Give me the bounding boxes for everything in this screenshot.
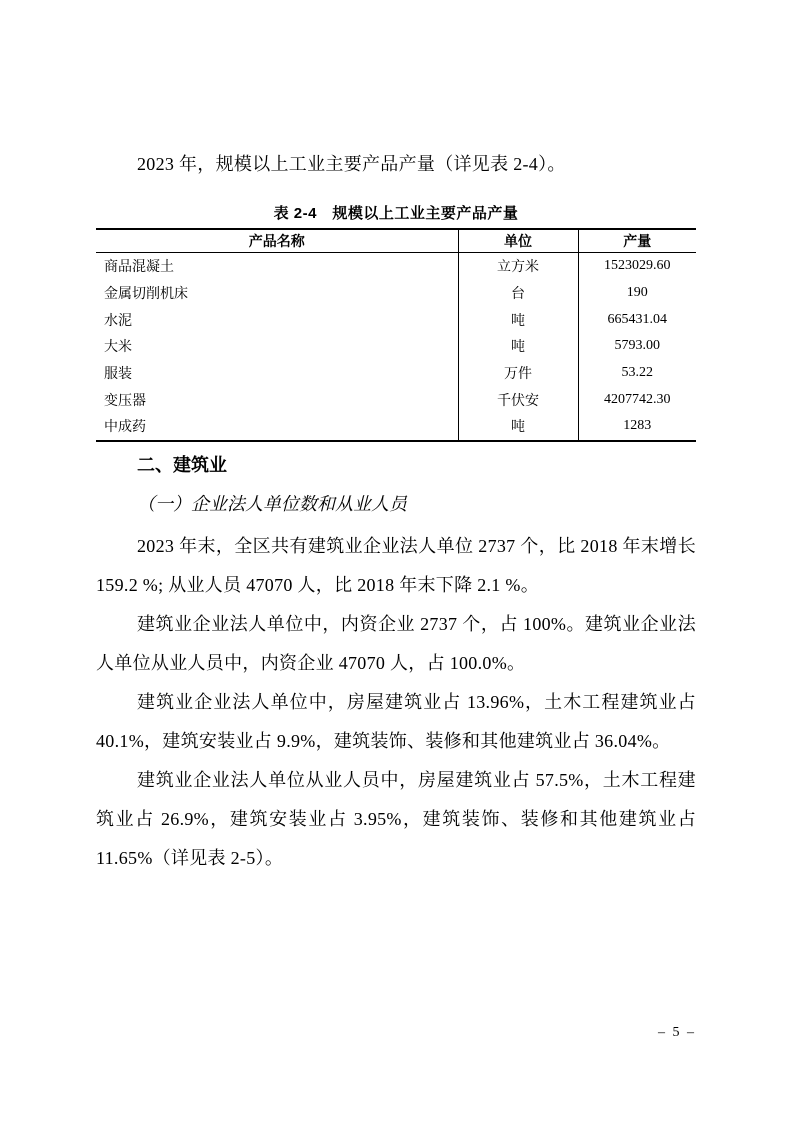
cell-product-name: 大米 — [96, 333, 458, 360]
cell-unit: 吨 — [458, 413, 578, 441]
cell-unit: 万件 — [458, 360, 578, 387]
cell-unit: 吨 — [458, 333, 578, 360]
header-cell-output: 产量 — [578, 229, 696, 253]
body-paragraph-1: 2023 年末，全区共有建筑业企业法人单位 2737 个，比 2018 年末增长 159.2 %; 从业人员 47070 人，比 2018 年末下降 2.1 %。 — [96, 535, 696, 595]
cell-product-name: 变压器 — [96, 386, 458, 413]
table-row — [96, 253, 696, 280]
body-paragraph-3: 建筑业企业法人单位中，房屋建筑业占 13.96%，土木工程建筑业占 40.1%，建筑安装业占 9.9%，建筑装饰、装修和其他建筑业占 36.04%。 — [96, 691, 696, 751]
body-paragraph-4: 建筑业企业法人单位从业人员中，房屋建筑业占 57.5%，土木工程建筑业占 26.9%，建筑安装业占 3.95%，建筑装饰、装修和其他建筑业占 11.65%（详见表 2-5）。 — [96, 769, 696, 868]
table-row — [96, 280, 696, 307]
cell-output: 1283 — [623, 418, 652, 434]
cell-output: 5793.00 — [614, 338, 660, 354]
table-row — [96, 333, 696, 360]
table-row — [96, 360, 696, 387]
cell-unit: 台 — [458, 280, 578, 307]
section-subheading: （一）企业法人单位数和从业人员 — [137, 493, 407, 514]
intro-paragraph: 2023 年，规模以上工业主要产品产量（详见表 2-4）。 — [137, 154, 566, 174]
cell-product-name: 水泥 — [96, 306, 458, 333]
section-heading: 二、建筑业 — [137, 454, 227, 475]
cell-product-name: 金属切削机床 — [96, 280, 458, 307]
table-row — [96, 306, 696, 333]
cell-output: 1523029.60 — [604, 258, 671, 274]
cell-output: 4207742.30 — [604, 391, 671, 407]
cell-unit: 立方米 — [458, 253, 578, 280]
cell-product-name: 服装 — [96, 360, 458, 387]
header-cell-unit: 单位 — [458, 229, 578, 253]
cell-unit: 吨 — [458, 306, 578, 333]
cell-output: 190 — [626, 285, 648, 301]
page-content — [96, 0, 696, 878]
cell-output: 53.22 — [621, 365, 653, 381]
table-title: 表 2-4 规模以上工业主要产品产量 — [273, 205, 519, 222]
page-number: – 5 – — [658, 1025, 696, 1040]
cell-unit: 千伏安 — [458, 386, 578, 413]
table-row — [96, 386, 696, 413]
cell-product-name: 中成药 — [96, 413, 458, 441]
cell-output: 665431.04 — [607, 311, 667, 327]
header-cell-product-name: 产品名称 — [96, 229, 458, 253]
table-row — [96, 413, 696, 441]
body-paragraph-2: 建筑业企业法人单位中，内资企业 2737 个，占 100%。建筑业企业法人单位从业人员中，内资企业 47070 人，占 100.0%。 — [96, 613, 696, 673]
cell-product-name: 商品混凝土 — [96, 253, 458, 280]
table-header-row — [96, 229, 696, 253]
products-table — [96, 228, 696, 442]
